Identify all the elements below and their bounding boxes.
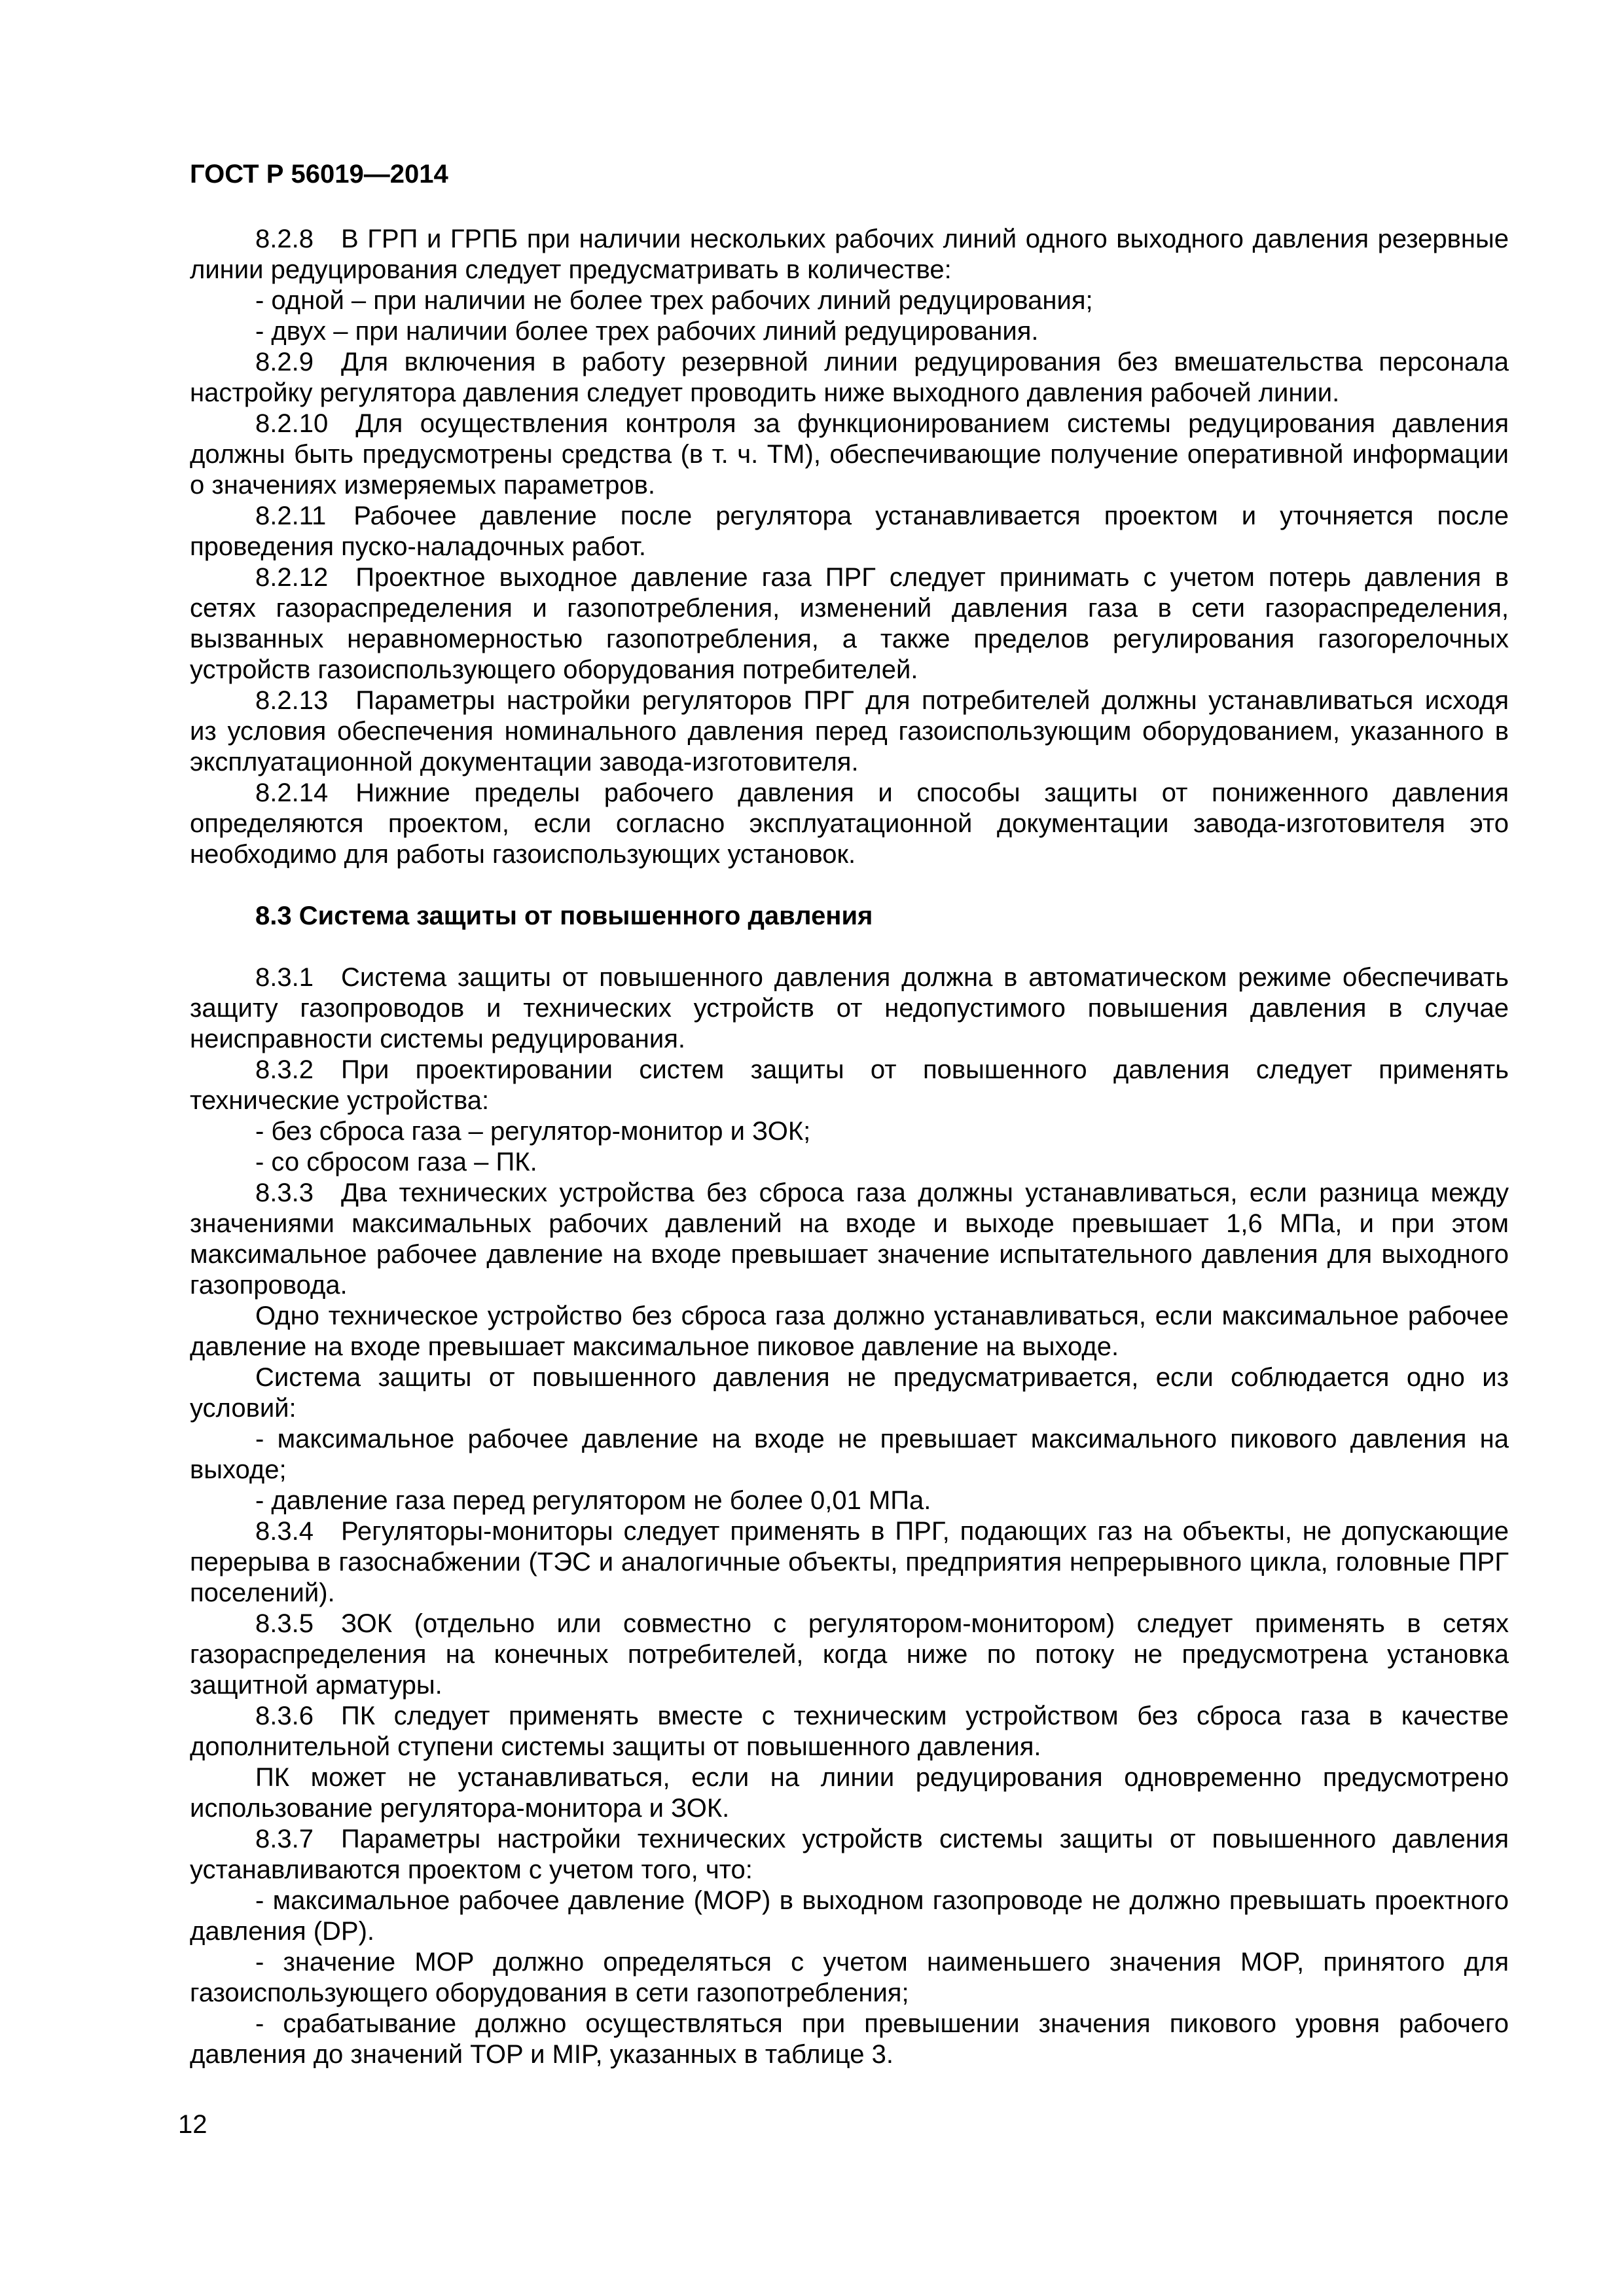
clause-text: Параметры настройки регуляторов ПРГ для потребителей должны устанавливаться исходя из условия обеспечения номинального давления перед газоиспользующим оборудованием, указанного в эксплуатационной документации завода-изготовителя.: [190, 686, 1509, 776]
clause-text: ЗОК (отдельно или совместно с регулятором-монитором) следует применять в сетях газораспределения на конечных потребителей, когда ниже по потоку не предусмотрена установка защитной арматуры.: [190, 1609, 1509, 1700]
list-item-paragraph: [190, 1424, 1509, 1485]
clause-number: 8.3.3: [255, 1178, 314, 1207]
clause-number: 8.2.10: [255, 409, 329, 438]
list-item-paragraph: [190, 1485, 1509, 1516]
list-item-paragraph: [190, 1116, 1509, 1147]
list-item-text: - срабатывание должно осуществляться при превышении значения пикового уровня рабочего давления до значений TOP и MIP, указанных в таблице 3.: [190, 2009, 1509, 2069]
clause-number: 8.3.2: [255, 1055, 314, 1084]
list-item-paragraph: [190, 2009, 1509, 2070]
clause-paragraph: [190, 1055, 1509, 1116]
list-item-text: - двух – при наличии более трех рабочих линий редуцирования.: [255, 317, 1039, 346]
body-text: Одно техническое устройство без сброса газа должно устанавливаться, если максимальное рабочее давление на входе превышает максимальное пиковое давление на выходе.: [190, 1302, 1509, 1361]
clause-paragraph: [190, 962, 1509, 1055]
clause-text: При проектировании систем защиты от повышенного давления следует применять технические устройства:: [190, 1055, 1509, 1115]
clause-paragraph: [190, 562, 1509, 685]
list-item-text: - давление газа перед регулятором не более 0,01 МПа.: [255, 1486, 931, 1515]
clause-paragraph: [190, 1609, 1509, 1701]
list-item-text: - максимальное рабочее давление на входе не превышает максимального пикового давления на выходе;: [190, 1425, 1509, 1484]
clause-number: 8.3.5: [255, 1609, 314, 1638]
clause-paragraph: [190, 224, 1509, 285]
clause-number: 8.2.9: [255, 348, 314, 376]
clause-paragraph: [190, 347, 1509, 409]
list-item-paragraph: [190, 1886, 1509, 1947]
list-item-text: - со сбросом газа – ПК.: [255, 1148, 537, 1176]
list-item-paragraph: [190, 1947, 1509, 2009]
body-paragraph: [190, 1301, 1509, 1362]
list-item-paragraph: [190, 285, 1509, 316]
section-heading: 8.3 Система защиты от повышенного давления: [255, 902, 873, 930]
clause-paragraph: [190, 501, 1509, 562]
clause-text: Для включения в работу резервной линии редуцирования без вмешательства персонала настройку регулятора давления следует проводить ниже выходного давления рабочей линии.: [190, 348, 1509, 407]
clause-text: ПК следует применять вместе с техническим устройством без сброса газа в качестве дополнительной ступени системы защиты от повышенного давления.: [190, 1702, 1509, 1761]
body-text: Система защиты от повышенного давления не предусматривается, если соблюдается одно из условий:: [190, 1363, 1509, 1423]
clause-paragraph: [190, 1178, 1509, 1301]
page-number: 12: [178, 2110, 208, 2139]
clause-number: 8.2.8: [255, 225, 314, 253]
clause-paragraph: [190, 778, 1509, 870]
clause-number: 8.3.4: [255, 1517, 314, 1546]
clause-paragraph: [190, 409, 1509, 501]
list-item-text: - значение MOP должно определяться с учетом наименьшего значения MOP, принятого для газоиспользующего оборудования в сети газопотребления;: [190, 1948, 1509, 2007]
clause-text: Проектное выходное давление газа ПРГ следует принимать с учетом потерь давления в сетях газораспределения и газопотребления, изменений давления газа в сети газораспределения, вызванных неравномерностью газопотребления, а также пределов регулирования газогорелочных устройств газоиспользующего оборудования потребителей.: [190, 563, 1509, 684]
clause-text: Параметры настройки технических устройств системы защиты от повышенного давления устанавливаются проектом с учетом того, что:: [190, 1825, 1509, 1884]
clause-number: 8.3.6: [255, 1702, 314, 1730]
clause-number: 8.3.1: [255, 963, 314, 992]
clause-number: 8.2.12: [255, 563, 329, 592]
body-paragraph: [190, 1762, 1509, 1824]
clause-paragraph: [190, 685, 1509, 778]
clause-number: 8.2.11: [255, 501, 327, 530]
clause-text: Два технических устройства без сброса газа должны устанавливаться, если разница между значениями максимальных рабочих давлений на входе и выходе превышает 1,6 МПа, и при этом максимальное рабочее давление на входе превышает значение испытательного давления для выходного газопровода.: [190, 1178, 1509, 1300]
list-item-text: - без сброса газа – регулятор-монитор и ЗОК;: [255, 1117, 811, 1146]
list-item-paragraph: [190, 1147, 1509, 1178]
clause-text: Система защиты от повышенного давления должна в автоматическом режиме обеспечивать защиту газопроводов и технических устройств от недопустимого повышения давления в случае неисправности системы редуцирования.: [190, 963, 1509, 1053]
clause-paragraph: [190, 1824, 1509, 1886]
body-text: ПК может не устанавливаться, если на линии редуцирования одновременно предусмотрено использование регулятора-монитора и ЗОК.: [190, 1763, 1509, 1823]
list-item-text: - одной – при наличии не более трех рабочих линий редуцирования;: [255, 286, 1093, 315]
clause-paragraph: [190, 1516, 1509, 1609]
clause-text: Регуляторы-мониторы следует применять в ПРГ, подающих газ на объекты, не допускающие перерыва в газоснабжении (ТЭС и аналогичные объекты, предприятия непрерывного цикла, головные ПРГ поселений).: [190, 1517, 1509, 1607]
clause-text: Для осуществления контроля за функционированием системы редуцирования давления должны быть предусмотрены средства (в т. ч. ТМ), обеспечивающие получение оперативной информации о значениях измеряемых параметров.: [190, 409, 1509, 500]
clause-text: Нижние пределы рабочего давления и способы защиты от пониженного давления определяются проектом, если согласно эксплуатационной документации завода-изготовителя это необходимо для работы газоиспользующих установок.: [190, 778, 1509, 869]
list-item-paragraph: [190, 316, 1509, 347]
clause-text: Рабочее давление после регулятора устанавливается проектом и уточняется после проведения пуско-наладочных работ.: [190, 501, 1509, 561]
document-id-header: ГОСТ Р 56019—2014: [190, 160, 448, 189]
body-paragraph: [190, 1362, 1509, 1424]
clause-number: 8.2.14: [255, 778, 329, 807]
clause-number: 8.2.13: [255, 686, 329, 715]
clause-number: 8.3.7: [255, 1825, 314, 1853]
clause-paragraph: [190, 1701, 1509, 1762]
list-item-text: - максимальное рабочее давление (MOP) в выходном газопроводе не должно превышать проектного давления (DP).: [190, 1886, 1509, 1946]
clause-text: В ГРП и ГРПБ при наличии нескольких рабочих линий одного выходного давления резервные линии редуцирования следует предусматривать в количестве:: [190, 225, 1509, 284]
